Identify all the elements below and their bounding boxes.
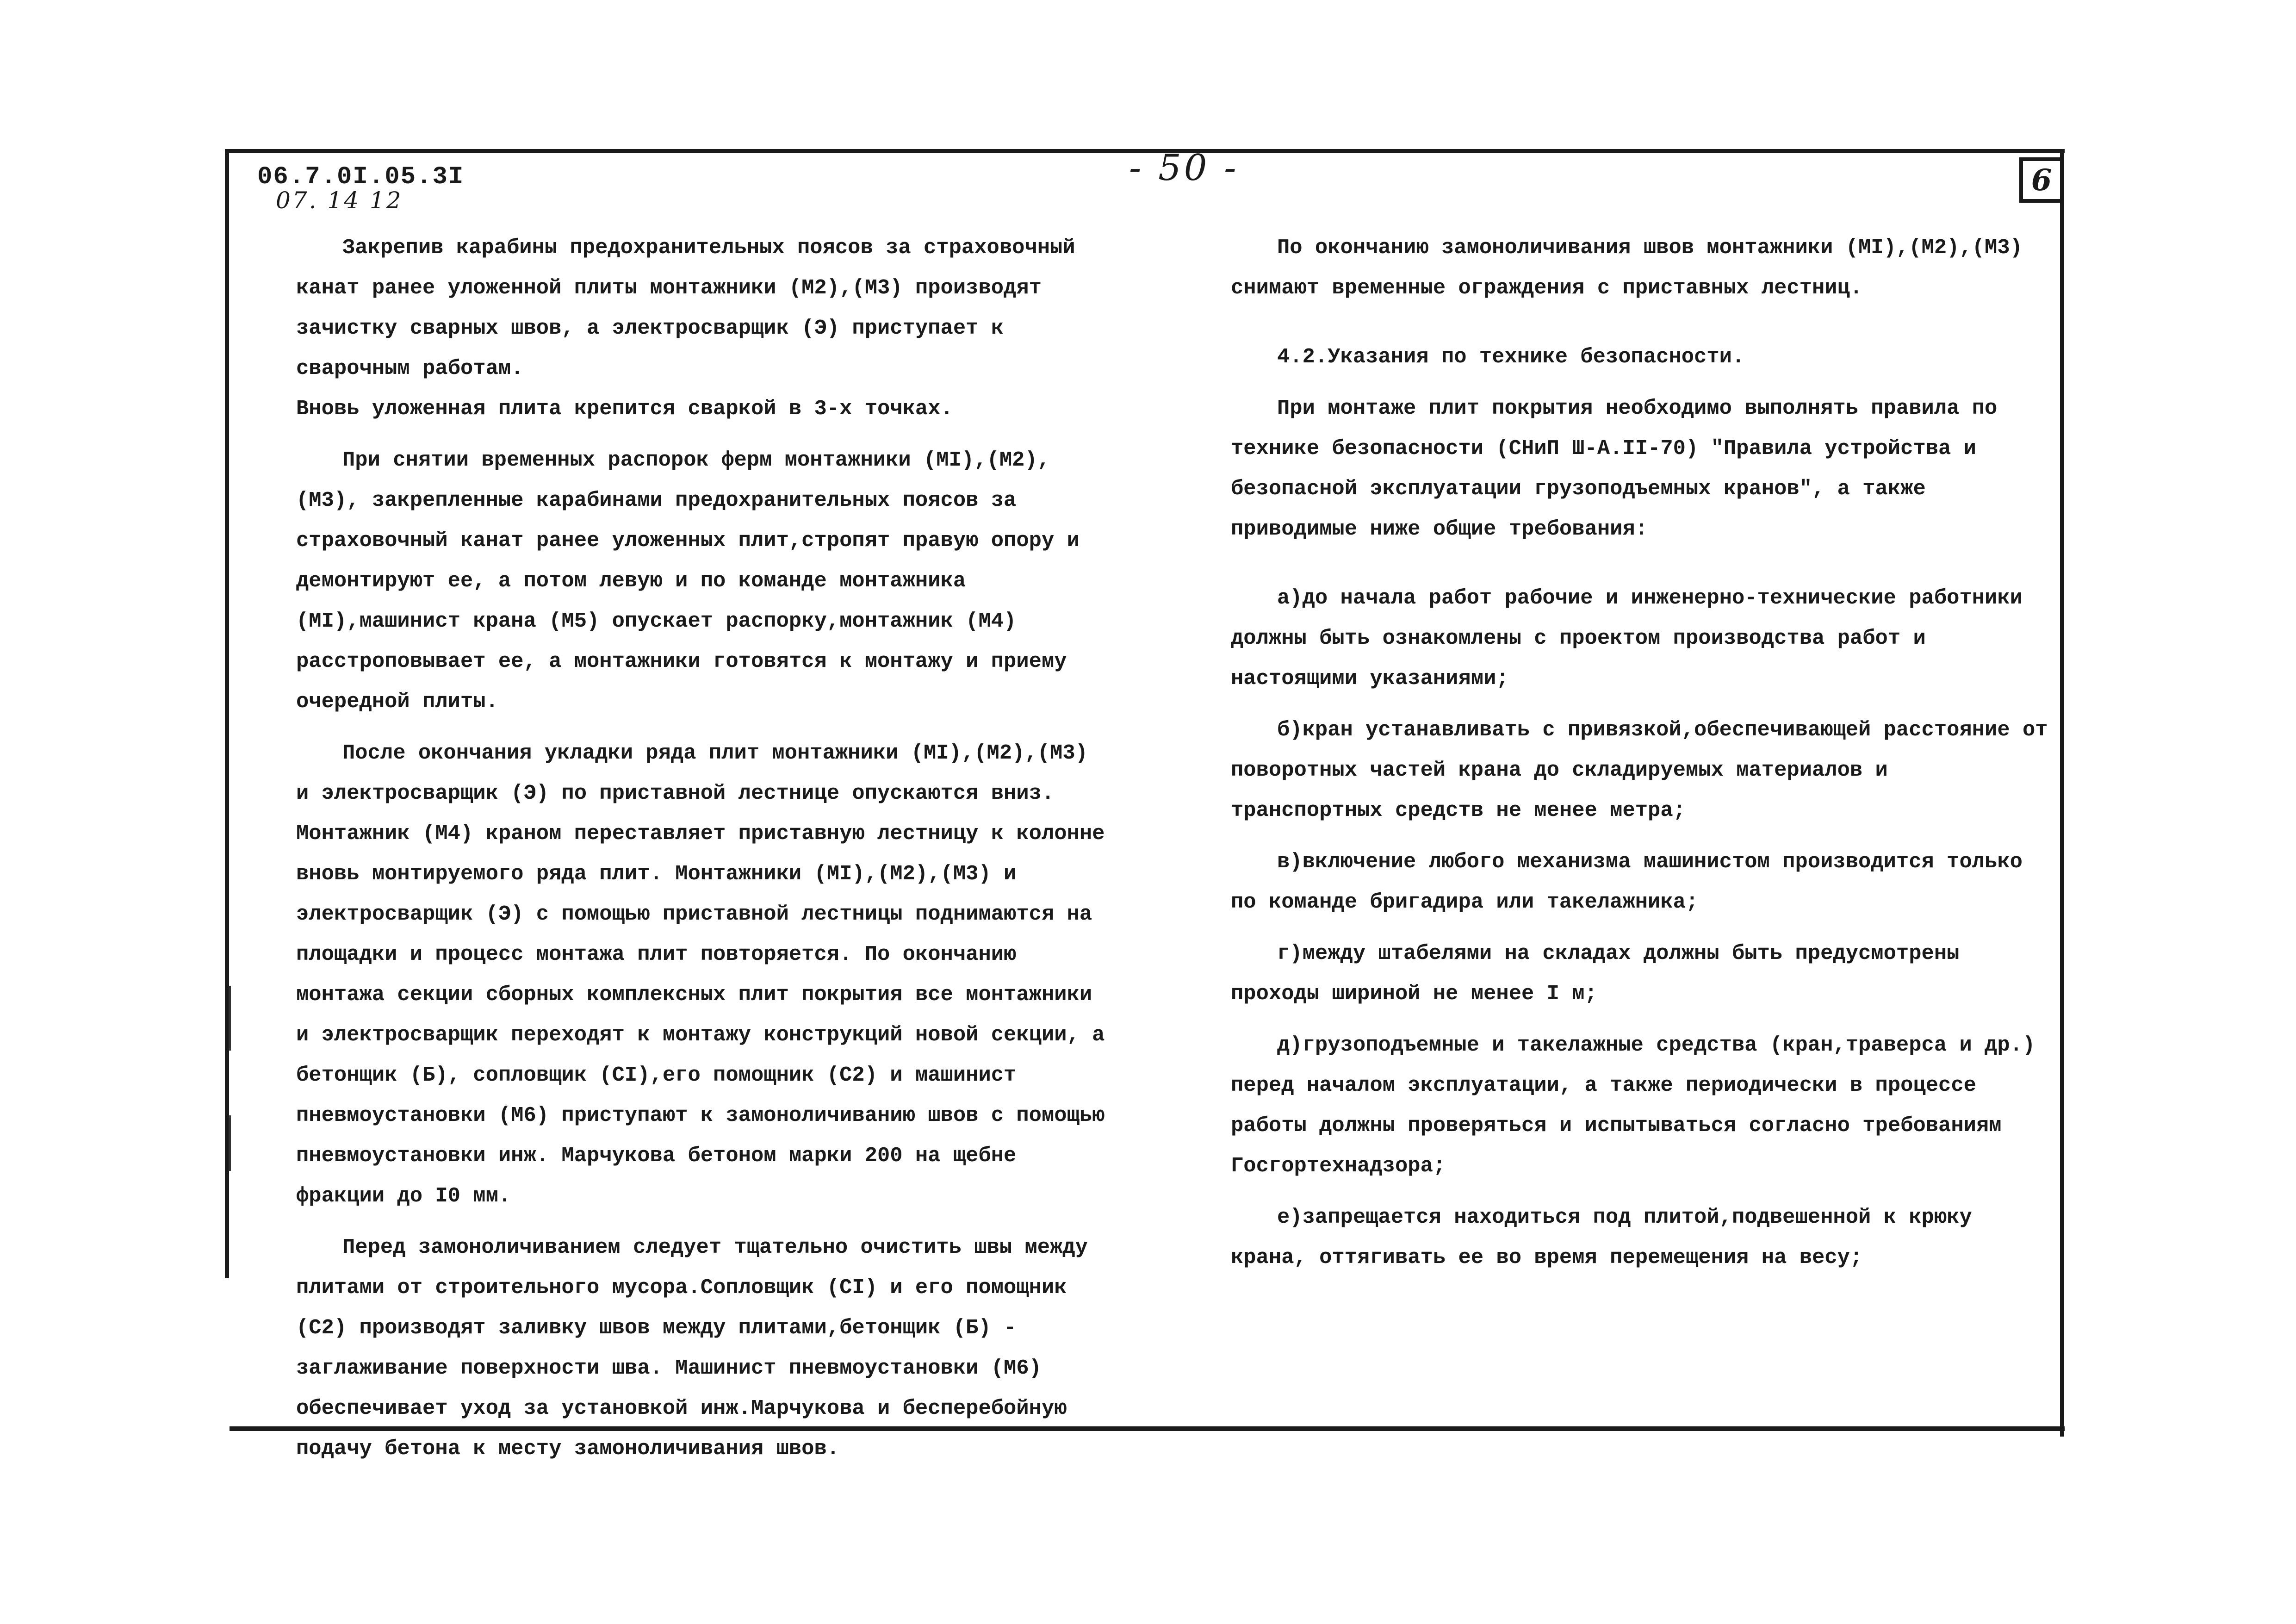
list-item: г)между штабелями на складах должны быть предусмотрены проходы шириной не менее I м; [1231,941,1960,1006]
paragraph: По окончанию замоноличивания швов монтажники (МI),(М2),(М3) снимают временные ограждения с приставных лестниц. [1231,236,2023,300]
margin-mark [229,986,231,1051]
paragraph: Вновь уложенная плита крепится сваркой в 3-х точках. [296,397,953,421]
right-column [1231,228,2050,1278]
list-item: б)кран устанавливать с привязкой,обеспечивающей расстояние от поворотных частей крана до складируемых материалов и транспортных средств не менее метра; [1231,718,2048,822]
page-number: - 50 - [1129,147,1239,189]
left-column [296,228,1111,1469]
paragraph: При монтаже плит покрытия необходимо выполнять правила по технике безопасности (СНиП Ш-А.II-70) "Правила устройства и безопасной эксплуатации грузоподъемных кранов", а также приводимые ниже общие требования: [1231,396,1998,541]
list-item: в)включение любого механизма машинистом производится только по команде бригадира или такелажника; [1231,850,2023,914]
handwritten-note: 07. 14 12 [276,187,403,214]
list-item: а)до начала работ рабочие и инженерно-технические работники должны быть ознакомлены с проектом производства работ и настоящими указаниями; [1231,586,2023,691]
sheet-number-box [2019,157,2064,203]
document-code: 06.7.0I.05.3I [257,163,465,191]
paragraph: После окончания укладки ряда плит монтажники (МI),(М2),(М3) и электросварщик (Э) по приставной лестнице опускаются вниз. Монтажник (М4) краном переставляет приставную лестницу к колонне вновь монтируемого ряда плит. Монтажники (МI),(М2),(М3) и электросварщик (Э) с помощью приставной лестницы поднимаются на площадки и процесс монтажа плит повторяется. По окончанию монтажа секции сборных комплексных плит покрытия все монтажники и электросварщик переходят к монтажу конструкций новой секции, а бетонщик (Б), сопловщик (СI),его помощник (С2) и машинист пневмоустановки (М6) приступают к замоноличиванию швов с помощью пневмоустановки инж. Марчукова бетоном марки 200 на щебне фракции до I0 мм. [296,741,1105,1208]
frame-border-left [225,149,229,1278]
paragraph: Закрепив карабины предохранительных поясов за страховочный канат ранее уложенной плиты монтажники (М2),(М3) производят зачистку сварных швов, а электросварщик (Э) приступает к сварочным работам. [296,236,1075,380]
list-item: е)запрещается находиться под плитой,подвешенной к крюку крана, оттягивать ее во время перемещения на весу; [1231,1205,1972,1269]
section-heading: 4.2.Указания по технике безопасности. [1277,345,1745,369]
frame-border-right [2060,149,2064,1437]
margin-mark [229,1115,231,1171]
paragraph: При снятии временных распорок ферм монтажники (МI),(М2),(М3), закрепленные карабинами предохранительных поясов за страховочный канат ранее уложенных плит,стропят правую опору и демонтируют ее, а потом левую и по команде монтажника (МI),машинист крана (М5) опускает распорку,монтажник (М4) расстроповывает ее, а монтажники готовятся к монтажу и приему очередной плиты. [296,448,1080,714]
list-item: д)грузоподъемные и такелажные средства (кран,траверса и др.) перед началом эксплуатации, а также периодически в процессе работы должны проверяться и испытываться согласно требованиям Госгортехнадзора; [1231,1033,2035,1178]
sheet-number: 6 [2031,162,2052,198]
paragraph: Перед замоноличиванием следует тщательно очистить швы между плитами от строительного мусора.Сопловщик (СI) и его помощник (С2) производят заливку швов между плитами,бетонщик (Б) - заглаживание поверхности шва. Машинист пневмоустановки (М6) обеспечивает уход за установкой инж.Марчукова и бесперебойную подачу бетона к месту замоноличивания швов. [296,1235,1088,1461]
